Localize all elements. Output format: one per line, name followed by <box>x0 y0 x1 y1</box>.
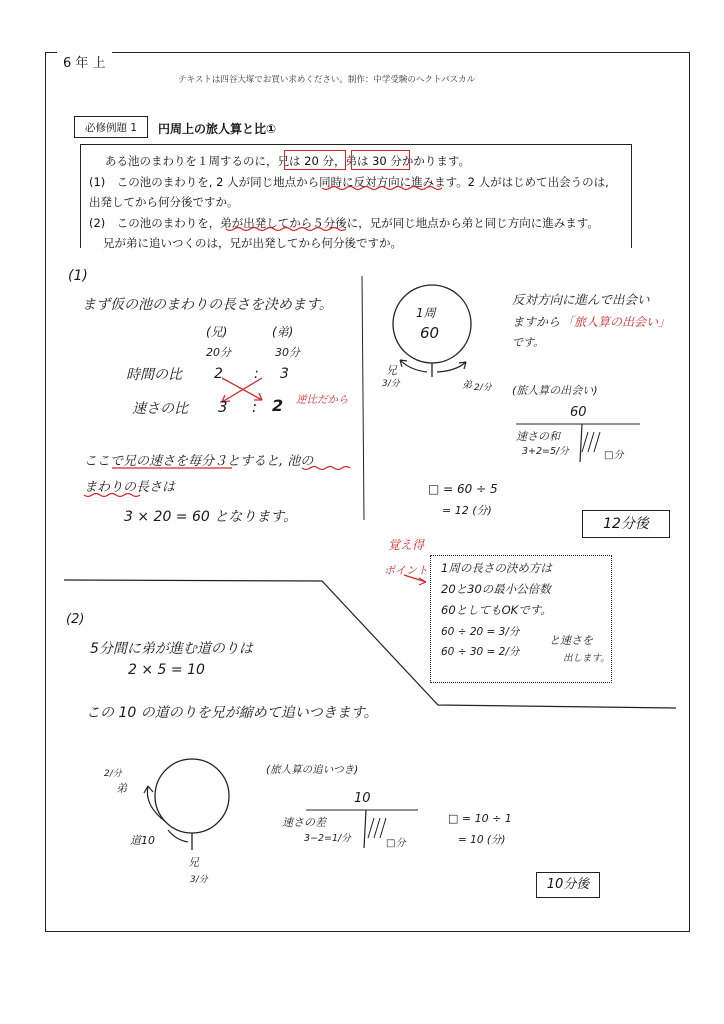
solve1-line-1: □ = 60 ÷ 5 <box>428 482 498 496</box>
circle2-otouto-label: 弟 <box>116 782 127 795</box>
meeting-box: □分 <box>604 450 624 461</box>
point-line-5: 60 ÷ 30 = 2/分 <box>441 646 520 658</box>
solve2-line-1: □ = 10 ÷ 1 <box>448 812 512 825</box>
example-title: 円周上の旅人算と比① <box>158 122 277 136</box>
catchup-diagram-title: (旅人算の追いつき) <box>266 764 359 776</box>
catchup-diagram-total: 10 <box>354 791 371 806</box>
part2-line-1: 5分間に弟が進む道のりは <box>90 641 253 657</box>
problem-line-3: 出発してから何分後ですか。 <box>89 195 239 209</box>
assume-line-2: まわりの長さは <box>84 480 176 495</box>
circle2-ani-speed: 3/分 <box>190 875 208 885</box>
catchup-box: □分 <box>386 838 406 849</box>
meeting-diagram-title: (旅人算の出会い) <box>512 384 598 397</box>
expl-line-1: 反対方向に進んで出会い <box>512 292 650 307</box>
circle2-road-label: 道10 <box>130 834 155 847</box>
meeting-sum-calc: 3+2=5/分 <box>522 446 569 457</box>
point-line-4: 60 ÷ 20 = 3/分 <box>441 626 520 638</box>
catchup-diff-label: 速さの差 <box>282 816 326 829</box>
point-box <box>430 555 612 683</box>
part1-intro: まず仮の池のまわりの長さを決めます。 <box>82 297 333 313</box>
solve1-line-2: = 12 (分) <box>442 504 492 517</box>
part2-line-2: 2 × 5 = 10 <box>128 662 205 678</box>
problem-line-2: (1) この池のまわりを, 2 人が同じ地点から同時に反対方向に進みます。2 人がはじめて出会うのは, <box>89 175 609 189</box>
circle2-otouto-speed: 2/分 <box>104 769 122 779</box>
point-oboe: 覚え得 <box>388 538 425 552</box>
time-ratio-colon: : <box>254 366 259 382</box>
speed-ratio-colon: : <box>252 398 258 416</box>
circle1-ani-speed: 3/分 <box>382 379 400 389</box>
circle1-label-1: 1周 <box>416 306 436 320</box>
solve2-line-2: = 10 (分) <box>458 834 506 846</box>
expl-line-3: です。 <box>512 336 545 349</box>
circle1-otouto-speed: 2/分 <box>474 383 492 393</box>
part2-line-3: この 10 の道のりを兄が縮めて追いつきます。 <box>86 705 378 721</box>
expl-line-2b: 「旅人算の出会い」 <box>562 315 671 329</box>
circle2-ani-label: 兄 <box>188 856 199 869</box>
point-point: ポイント <box>384 564 428 577</box>
circle1-otouto-label: 弟 <box>462 380 472 391</box>
time-ratio-label: 時間の比 <box>126 367 182 383</box>
answer-2: 10分後 <box>536 872 600 898</box>
problem-line-5: 兄が弟に追いつくのは，兄が出発してから何分後ですか。 <box>103 236 402 250</box>
point-line-2: 20と30の最小公倍数 <box>441 582 551 596</box>
point-line-7: 出します。 <box>563 653 610 664</box>
example-label: 必修例題 1 <box>74 116 148 138</box>
part1-label: (1) <box>68 268 88 284</box>
col-otouto: (弟) <box>272 325 294 339</box>
circle1-label-2: 60 <box>420 324 440 342</box>
time-otouto: 30分 <box>275 346 300 359</box>
assume-line-1: ここで兄の速さを毎分３とすると, 池の <box>84 454 314 469</box>
col-ani: (兄) <box>206 325 228 339</box>
problem-line-4: (2) この池のまわりを，弟が出発してから５分後に，兄が同じ地点から弟と同じ方向に進みます。 <box>89 216 599 230</box>
inverse-note: 逆比だから <box>296 394 349 406</box>
time-ratio-b: 3 <box>280 366 289 382</box>
header-note: テキストは四谷大塚でお買い求めください。制作：中学受験のヘクトパスカル <box>178 75 476 85</box>
point-line-1: 1周の長さの決め方は <box>441 561 552 575</box>
part2-label: (2) <box>66 612 85 627</box>
time-ani: 20分 <box>206 346 231 359</box>
calc-line: 3 × 20 = 60 となります。 <box>124 509 298 525</box>
point-line-3: 60としてもOKです。 <box>441 603 552 617</box>
catchup-diff-calc: 3−2=1/分 <box>304 833 351 844</box>
meeting-sum-label: 速さの和 <box>516 430 560 443</box>
speed-ratio-a: 3 <box>218 398 228 416</box>
expl-line-2a: ますから <box>512 315 561 329</box>
meeting-diagram-total: 60 <box>570 405 587 420</box>
speed-ratio-b: 2 <box>272 396 284 415</box>
problem-line-1: ある池のまわりを１周するのに，兄は 20 分，弟は 30 分かかります。 <box>105 154 470 168</box>
circle1-ani-label: 兄 <box>386 364 397 377</box>
point-line-6: と速さを <box>549 634 593 647</box>
speed-ratio-label: 速さの比 <box>132 401 188 417</box>
grade-label: 6 年 上 <box>57 52 112 71</box>
time-ratio-a: 2 <box>214 366 223 382</box>
answer-1: 12分後 <box>582 510 670 538</box>
